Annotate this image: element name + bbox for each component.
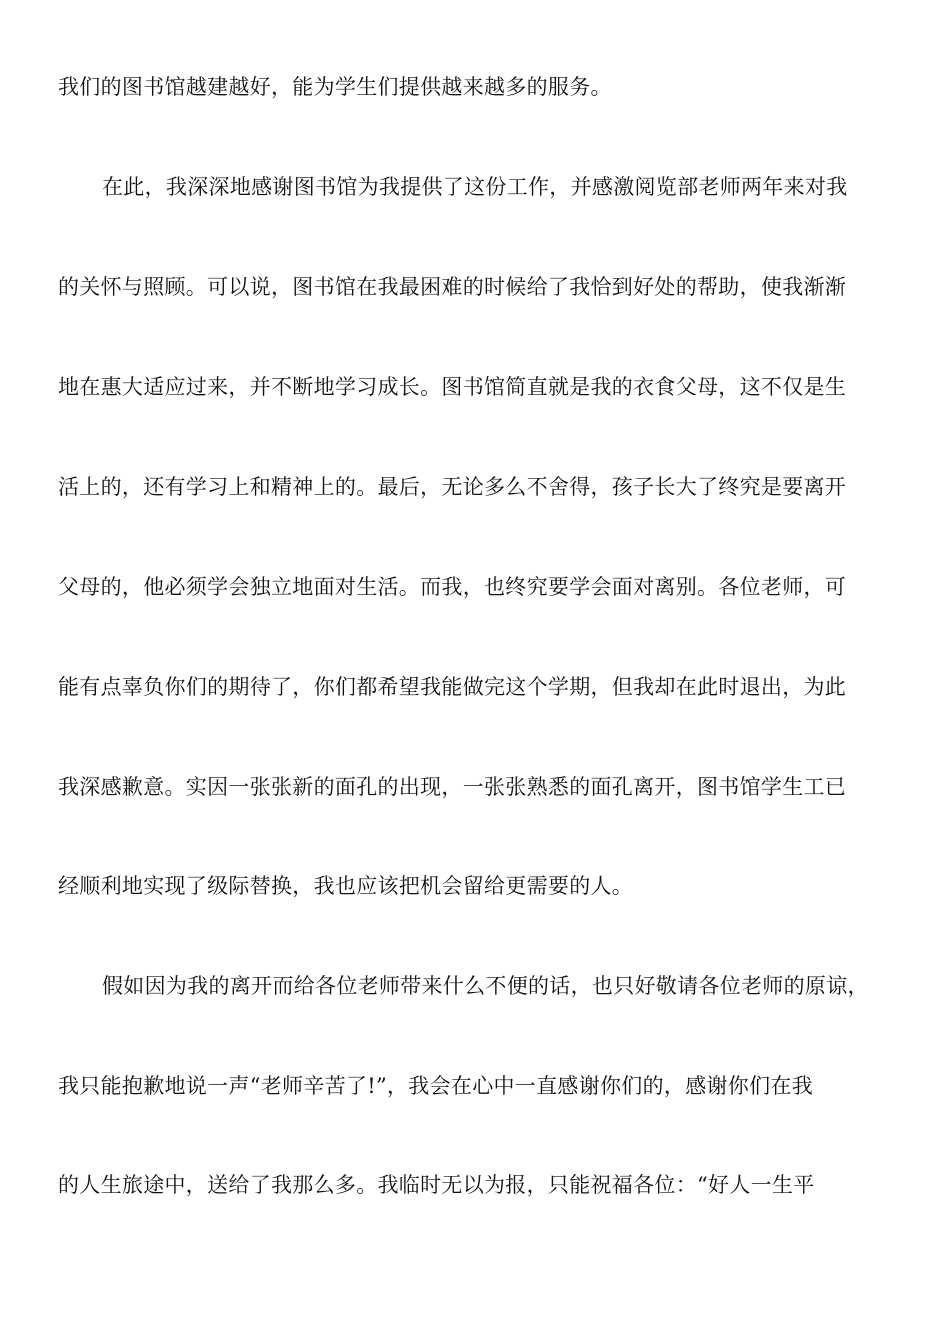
text-line: 我深感歉意。实因一张张新的面孔的出现，一张张熟悉的面孔离开，图书馆学生工已 [58, 775, 847, 799]
text-line: 父母的，他必须学会独立地面对生活。而我，也终究要学会面对离别。各位老师，可 [58, 575, 847, 599]
text-line: 我们的图书馆越建越好，能为学生们提供越来越多的服务。 [58, 75, 612, 99]
text-line: 活上的，还有学习上和精神上的。最后，无论多么不舍得，孩子长大了终究是要离开 [58, 475, 847, 499]
text-line: 经顺利地实现了级际替换，我也应该把机会留给更需要的人。 [58, 874, 634, 898]
text-line: 的人生旅途中，送给了我那么多。我临时无以为报，只能祝福各位：“好人一生平 [58, 1173, 815, 1197]
text-line: 地在惠大适应过来，并不断地学习成长。图书馆简直就是我的衣食父母，这不仅是生 [58, 375, 847, 399]
text-line: 的关怀与照顾。可以说，图书馆在我最困难的时候给了我恰到好处的帮助，使我渐渐 [58, 275, 847, 299]
paragraph-start-line: 在此，我深深地感谢图书馆为我提供了这份工作，并感激阅览部老师两年来对我 [102, 175, 848, 199]
paragraph-start-line: 假如因为我的离开而给各位老师带来什么不便的话，也只好敬请各位老师的原谅， [102, 974, 869, 998]
text-line: 能有点辜负你们的期待了，你们都希望我能做完这个学期，但我却在此时退出，为此 [58, 675, 847, 699]
text-line: 我只能抱歉地说一声“老师辛苦了!”，我会在心中一直感谢你们的，感谢你们在我 [58, 1074, 814, 1098]
